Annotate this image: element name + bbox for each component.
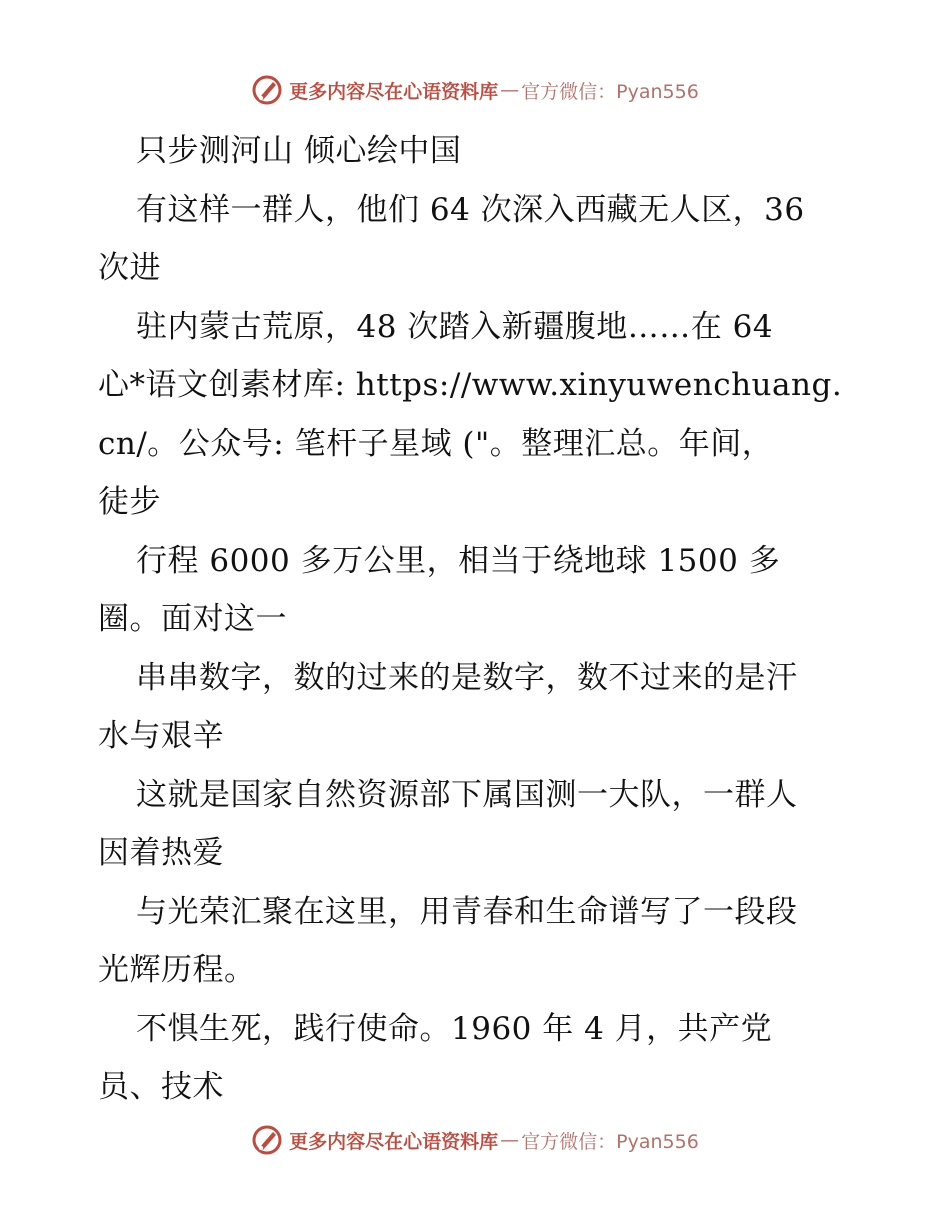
watermark-wechat-text: 官方微信：Pyan556	[521, 1130, 699, 1153]
body-line: 次进	[98, 250, 161, 286]
body-line: 水与艰辛	[98, 718, 224, 754]
body-line: 心*语文创素材库: https://www.xinyuwenchuang.	[98, 367, 843, 403]
pen-logo-icon	[251, 1124, 283, 1156]
footer-watermark	[0, 1120, 950, 1160]
body-line: 因着热爱	[98, 835, 224, 871]
body-line: 圈。面对这一	[98, 601, 287, 637]
watermark-site-text: 更多内容尽在心语资料库	[289, 80, 499, 103]
watermark-wechat-text: 官方微信：Pyan556	[521, 80, 699, 103]
watermark-site-text: 更多内容尽在心语资料库	[289, 1130, 499, 1153]
body-line: 有这样一群人，他们 64 次深入西藏无人区，36	[136, 191, 805, 228]
document-body	[98, 122, 858, 1117]
body-line: 这就是国家自然资源部下属国测一大队，一群人	[136, 776, 798, 813]
body-line: 不惧生死，践行使命。1960 年 4 月，共产党	[136, 1010, 773, 1047]
body-line: 只步测河山 倾心绘中国	[136, 133, 462, 169]
watermark-separator: —	[500, 79, 520, 101]
body-line: 员、技术	[98, 1069, 224, 1105]
body-line: 与光荣汇聚在这里，用青春和生命谱写了一段段	[136, 893, 798, 930]
body-line: 驻内蒙古荒原，48 次踏入新疆腹地……在 64	[136, 308, 774, 345]
body-line: cn/。公众号: 笔杆子星域 ("。整理汇总。年间，	[98, 425, 774, 462]
body-line: 徒步	[98, 484, 161, 520]
watermark-separator: —	[500, 1129, 520, 1151]
pen-logo-icon	[251, 74, 283, 106]
body-line: 串串数字，数的过来的是数字，数不过来的是汗	[136, 659, 798, 696]
body-line: 行程 6000 多万公里，相当于绕地球 1500 多	[136, 542, 781, 579]
header-watermark	[0, 70, 950, 110]
body-line: 光辉历程。	[98, 952, 256, 988]
